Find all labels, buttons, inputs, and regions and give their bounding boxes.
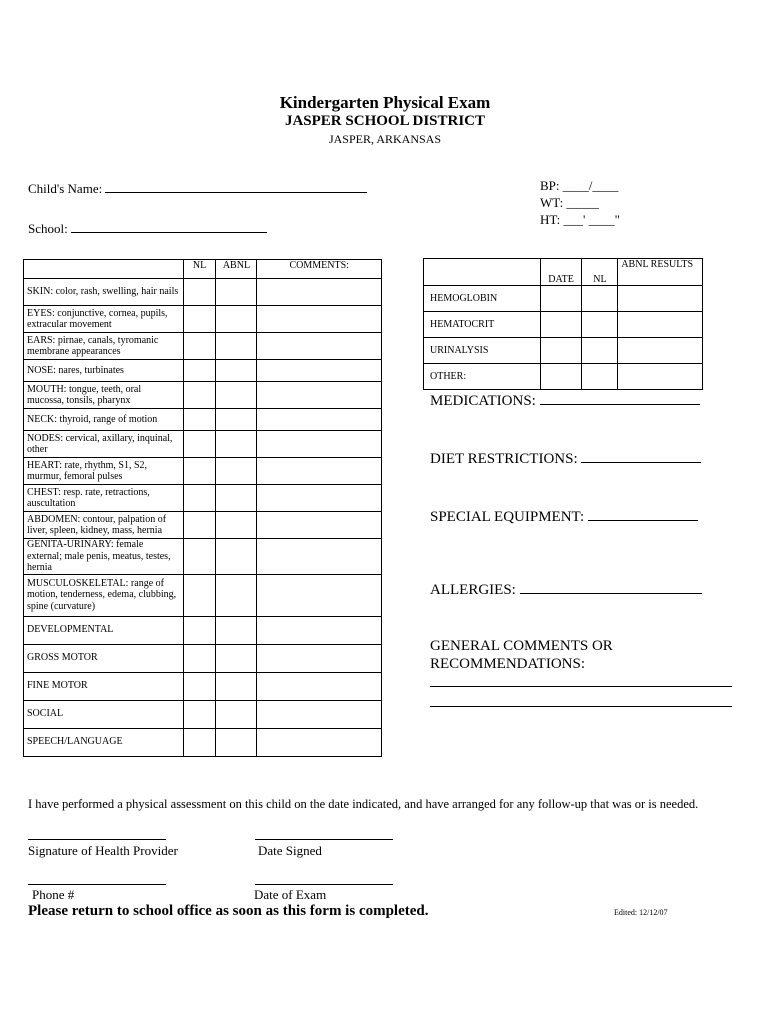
district-name: JASPER SCHOOL DISTRICT (284, 113, 486, 129)
exam-abnl-cell[interactable] (216, 644, 257, 672)
exam-comments-cell[interactable] (257, 574, 382, 616)
lab-nl-cell[interactable] (582, 312, 618, 338)
return-notice: Please return to school office as soon as this form is completed. (28, 903, 429, 919)
exam-row (24, 409, 382, 431)
lab-row (424, 312, 703, 338)
exam-row-label: EARS: pirnae, canals, tyromanic membrane appearances (24, 333, 184, 360)
exam-comments-cell[interactable] (257, 333, 382, 360)
lab-date-cell[interactable] (540, 338, 582, 364)
exam-header-cell: ABNL (216, 260, 257, 279)
exam-comments-cell[interactable] (257, 616, 382, 644)
exam-abnl-cell[interactable] (216, 574, 257, 616)
lab-abnl-cell[interactable] (618, 286, 703, 312)
exam-header-cell: NL (183, 260, 216, 279)
exam-row-label: NOSE: nares, turbinates (24, 360, 184, 382)
exam-row (24, 333, 382, 360)
lab-table (423, 258, 703, 390)
exam-row-label: SOCIAL (24, 700, 184, 728)
lab-nl-cell[interactable] (582, 338, 618, 364)
exam-nl-cell[interactable] (183, 485, 216, 512)
exam-abnl-cell[interactable] (216, 409, 257, 431)
exam-row (24, 672, 382, 700)
exam-row (24, 616, 382, 644)
exam-abnl-cell[interactable] (216, 616, 257, 644)
exam-row-label: CHEST: resp. rate, retractions, auscultation (24, 485, 184, 512)
exam-nl-cell[interactable] (183, 306, 216, 333)
phone-line[interactable] (28, 884, 166, 885)
lab-row-label: HEMATOCRIT (424, 312, 541, 338)
date-exam-label: Date of Exam (254, 887, 327, 902)
exam-row (24, 539, 382, 575)
allergies-field[interactable] (430, 580, 702, 599)
lab-date-cell[interactable] (540, 286, 582, 312)
exam-row (24, 306, 382, 333)
exam-abnl-cell[interactable] (216, 700, 257, 728)
exam-abnl-cell[interactable] (216, 728, 257, 756)
lab-abnl-cell[interactable] (618, 364, 703, 390)
equipment-line (588, 507, 698, 521)
child-name-line (105, 179, 367, 193)
exam-nl-cell[interactable] (183, 616, 216, 644)
exam-comments-cell[interactable] (257, 672, 382, 700)
exam-comments-cell[interactable] (257, 431, 382, 458)
lab-header-cell (424, 259, 541, 286)
exam-row (24, 700, 382, 728)
diet-field[interactable] (430, 449, 701, 468)
exam-abnl-cell[interactable] (216, 672, 257, 700)
exam-row (24, 458, 382, 485)
exam-comments-cell[interactable] (257, 360, 382, 382)
exam-row-label: NECK: thyroid, range of motion (24, 409, 184, 431)
exam-abnl-cell[interactable] (216, 382, 257, 409)
ht-field[interactable]: HT: ___' ____" (540, 212, 620, 227)
exam-nl-cell[interactable] (183, 279, 216, 306)
exam-row (24, 644, 382, 672)
child-name-label: Child's Name: (28, 181, 103, 196)
lab-date-cell[interactable] (540, 312, 582, 338)
comments-line-1[interactable] (430, 686, 732, 687)
allergies-line (520, 580, 702, 594)
lab-header-cell: NL (582, 259, 618, 286)
exam-row (24, 382, 382, 409)
edited-date: Edited: 12/12/07 (614, 908, 668, 917)
exam-header-cell (24, 260, 184, 279)
exam-abnl-cell[interactable] (216, 458, 257, 485)
exam-header-cell: COMMENTS: (257, 260, 382, 279)
exam-row-label: GROSS MOTOR (24, 644, 184, 672)
medications-line (540, 391, 700, 405)
exam-comments-cell[interactable] (257, 279, 382, 306)
exam-nl-cell[interactable] (183, 672, 216, 700)
date-exam-line[interactable] (255, 884, 393, 885)
exam-row-label: SKIN: color, rash, swelling, hair nails (24, 279, 184, 306)
lab-row-label: URINALYSIS (424, 338, 541, 364)
exam-row-label: MOUTH: tongue, teeth, oral mucossa, tonsils, pharynx (24, 382, 184, 409)
exam-comments-cell[interactable] (257, 306, 382, 333)
exam-row-label: FINE MOTOR (24, 672, 184, 700)
exam-row (24, 512, 382, 539)
lab-header-cell: DATE (540, 259, 582, 286)
exam-nl-cell[interactable] (183, 431, 216, 458)
school-label: School: (28, 221, 68, 236)
comments-heading-2: RECOMMENDATIONS: (430, 656, 586, 672)
lab-nl-cell[interactable] (582, 286, 618, 312)
lab-row-label: OTHER: (424, 364, 541, 390)
medications-field[interactable] (430, 391, 700, 410)
exam-row-label: SPEECH/LANGUAGE (24, 728, 184, 756)
date-signed-label: Date Signed (258, 843, 322, 858)
exam-nl-cell[interactable] (183, 333, 216, 360)
exam-row-label: GENITA-URINARY: female external; male penis, meatus, testes, hernia (24, 539, 184, 575)
exam-abnl-cell[interactable] (216, 360, 257, 382)
lab-row (424, 338, 703, 364)
exam-comments-cell[interactable] (257, 512, 382, 539)
exam-nl-cell[interactable] (183, 574, 216, 616)
exam-table (23, 259, 382, 757)
child-name-field[interactable] (28, 179, 367, 197)
exam-abnl-cell[interactable] (216, 333, 257, 360)
district-location: JASPER, ARKANSAS (328, 132, 442, 146)
exam-row (24, 279, 382, 306)
lab-header-row (424, 259, 703, 286)
exam-nl-cell[interactable] (183, 409, 216, 431)
diet-label: DIET RESTRICTIONS: (430, 451, 578, 467)
exam-nl-cell[interactable] (183, 360, 216, 382)
exam-row-label: ABDOMEN: contour, palpation of liver, spleen, kidney, mass, hernia (24, 512, 184, 539)
exam-nl-cell[interactable] (183, 700, 216, 728)
exam-comments-cell[interactable] (257, 728, 382, 756)
exam-row (24, 485, 382, 512)
form-title: Kindergarten Physical Exam (279, 93, 491, 112)
exam-row (24, 574, 382, 616)
exam-abnl-cell[interactable] (216, 279, 257, 306)
exam-abnl-cell[interactable] (216, 512, 257, 539)
equipment-field[interactable] (430, 507, 698, 526)
school-line (71, 219, 267, 233)
exam-comments-cell[interactable] (257, 485, 382, 512)
lab-nl-cell[interactable] (582, 364, 618, 390)
diet-line (581, 449, 701, 463)
exam-comments-cell[interactable] (257, 700, 382, 728)
lab-row (424, 286, 703, 312)
exam-abnl-cell[interactable] (216, 306, 257, 333)
signature-label: Signature of Health Provider (28, 843, 178, 858)
date-signed-line[interactable] (255, 839, 393, 840)
lab-abnl-cell[interactable] (618, 312, 703, 338)
medications-label: MEDICATIONS: (430, 393, 536, 409)
lab-row (424, 364, 703, 390)
exam-row (24, 431, 382, 458)
exam-nl-cell[interactable] (183, 382, 216, 409)
school-field[interactable] (28, 219, 267, 237)
exam-header-row (24, 260, 382, 279)
exam-comments-cell[interactable] (257, 409, 382, 431)
exam-row (24, 360, 382, 382)
wt-field[interactable]: WT: _____ (540, 195, 599, 210)
exam-row-label: EYES: conjunctive, cornea, pupils, extracular movement (24, 306, 184, 333)
lab-header-cell: ABNL RESULTS (618, 259, 703, 286)
exam-nl-cell[interactable] (183, 539, 216, 575)
lab-date-cell[interactable] (540, 364, 582, 390)
exam-comments-cell[interactable] (257, 539, 382, 575)
equipment-label: SPECIAL EQUIPMENT: (430, 509, 585, 525)
bp-field[interactable]: BP: ____/____ (540, 178, 619, 193)
exam-row-label: MUSCULOSKELETAL: range of motion, tenderness, edema, clubbing, spine (curvature) (24, 574, 184, 616)
comments-line-2[interactable] (430, 706, 732, 707)
comments-heading-1: GENERAL COMMENTS OR (430, 638, 613, 654)
exam-nl-cell[interactable] (183, 512, 216, 539)
exam-comments-cell[interactable] (257, 458, 382, 485)
exam-abnl-cell[interactable] (216, 539, 257, 575)
allergies-label: ALLERGIES: (430, 582, 516, 598)
lab-abnl-cell[interactable] (618, 338, 703, 364)
exam-row (24, 728, 382, 756)
exam-row-label: NODES: cervical, axillary, inquinal, other (24, 431, 184, 458)
exam-nl-cell[interactable] (183, 728, 216, 756)
assessment-statement: I have performed a physical assessment on this child on the date indicated, and have arranged for any follow-up that was or is needed. (28, 797, 699, 811)
exam-nl-cell[interactable] (183, 458, 216, 485)
signature-line[interactable] (28, 839, 166, 840)
exam-row-label: DEVELOPMENTAL (24, 616, 184, 644)
exam-abnl-cell[interactable] (216, 485, 257, 512)
exam-abnl-cell[interactable] (216, 431, 257, 458)
exam-comments-cell[interactable] (257, 644, 382, 672)
lab-row-label: HEMOGLOBIN (424, 286, 541, 312)
exam-row-label: HEART: rate, rhythm, S1, S2, murmur, femoral pulses (24, 458, 184, 485)
exam-nl-cell[interactable] (183, 644, 216, 672)
exam-comments-cell[interactable] (257, 382, 382, 409)
phone-label: Phone # (32, 887, 75, 902)
